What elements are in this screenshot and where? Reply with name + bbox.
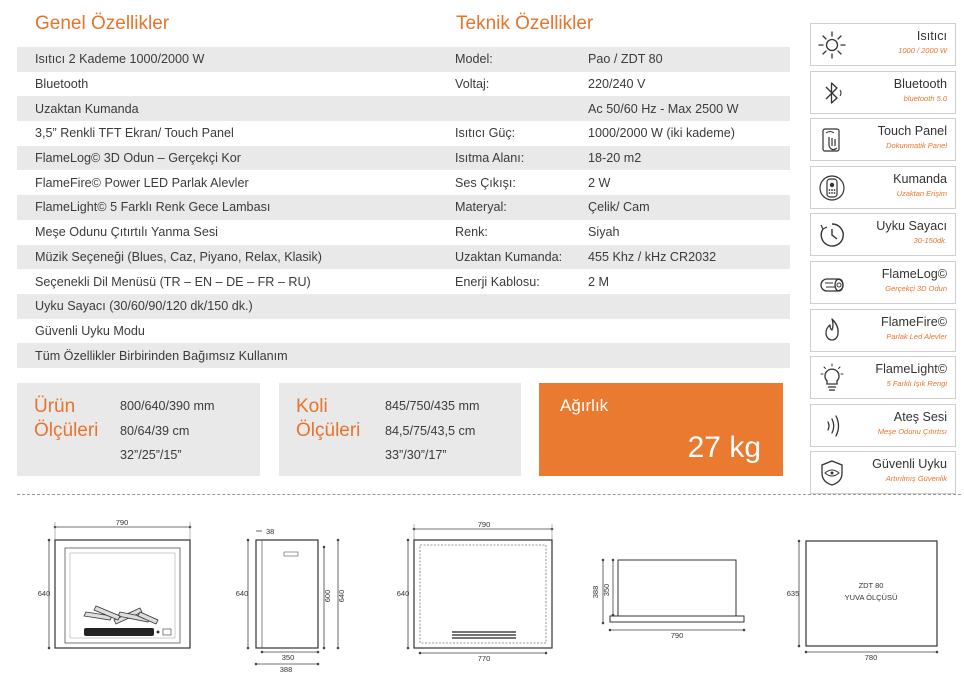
remote-icon xyxy=(817,173,847,203)
feature-name: Kumanda xyxy=(893,171,947,186)
feature-card xyxy=(810,71,956,114)
top-height-1-label: 388 xyxy=(591,585,600,599)
package-dimensions-title-line2: Ölçüleri xyxy=(296,420,361,441)
back-view-drawing xyxy=(397,520,552,663)
feature-card xyxy=(810,118,956,161)
niche-label-2: YUVA ÖLÇÜSÜ xyxy=(844,593,898,602)
technical-label: Materyal: xyxy=(455,200,507,215)
general-feature-text: Meşe Odunu Çıtırtılı Yanma Sesi xyxy=(35,225,218,240)
general-feature-text: Uzaktan Kumanda xyxy=(35,101,139,116)
back-height-label: 640 xyxy=(396,589,410,598)
feature-card xyxy=(810,309,956,352)
product-dimensions-box xyxy=(17,383,260,476)
spec-row xyxy=(17,220,790,245)
top-view-drawing xyxy=(591,560,744,640)
side-right-height-label: 640 xyxy=(337,589,346,603)
top-height-2-label: 350 xyxy=(602,583,611,597)
niche-height-label: 635 xyxy=(786,589,800,598)
product-dimensions-title-line2: Ölçüleri xyxy=(34,420,99,441)
sound-icon xyxy=(817,411,847,441)
package-dimensions-title-line1: Koli xyxy=(296,396,328,417)
front-height-label: 640 xyxy=(37,589,51,598)
feature-subtitle: Parlak Led Alevler xyxy=(886,331,947,341)
product-dim-cm: 80/64/39 cm xyxy=(120,423,190,438)
technical-value: 18-20 m2 xyxy=(588,151,642,166)
technical-value: Siyah xyxy=(588,225,620,240)
log-icon xyxy=(817,268,847,298)
general-feature-text: Uyku Sayacı (30/60/90/120 dk/150 dk.) xyxy=(35,299,253,314)
spec-row xyxy=(17,319,790,344)
feature-card xyxy=(810,451,956,494)
feature-subtitle: bluetooth 5.0 xyxy=(903,93,947,103)
feature-name: Güvenli Uyku xyxy=(872,457,947,472)
technical-value: Ac 50/60 Hz - Max 2500 W xyxy=(588,101,739,116)
feature-subtitle: 1000 / 2000 W xyxy=(898,46,947,55)
touch-icon xyxy=(817,125,847,155)
general-feature-text: FlameLog© 3D Odun – Gerçekçi Kor xyxy=(35,151,241,166)
package-dimensions-title xyxy=(296,395,360,443)
general-feature-text: FlameLight© 5 Farklı Renk Gece Lambası xyxy=(35,200,271,215)
shield-icon xyxy=(817,458,847,488)
feature-card xyxy=(810,166,956,209)
product-dimensions-title-line1: Ürün xyxy=(34,396,76,417)
technical-value: 2 W xyxy=(588,175,611,190)
product-dimensions-values xyxy=(120,394,215,468)
spec-row xyxy=(17,294,790,319)
side-height-label: 640 xyxy=(235,589,249,598)
product-dim-mm: 800/640/390 mm xyxy=(120,399,215,413)
front-view-drawing xyxy=(38,518,190,648)
back-bottom-width-label: 770 xyxy=(477,654,491,663)
package-dimensions-values xyxy=(385,394,480,468)
product-dimensions-title xyxy=(34,395,98,443)
technical-label: Isıtma Alanı: xyxy=(455,151,525,166)
niche-width-label: 780 xyxy=(864,653,878,662)
product-dim-inch: 32”/25”/15” xyxy=(120,448,182,462)
dimension-diagrams xyxy=(0,500,964,680)
side-inner-height-label: 600 xyxy=(323,589,332,603)
feature-name: Bluetooth xyxy=(893,76,947,91)
feature-card xyxy=(810,213,956,256)
general-feature-text: 3,5” Renkli TFT Ekran/ Touch Panel xyxy=(35,126,234,141)
weight-value: 27 kg xyxy=(687,431,761,464)
technical-label: Isıtıcı Güç: xyxy=(455,126,516,141)
general-feature-text: Seçenekli Dil Menüsü (TR – EN – DE – FR – RU) xyxy=(35,274,311,289)
general-feature-text: FlameFire© Power LED Parlak Alevler xyxy=(35,175,249,190)
spec-row xyxy=(17,343,790,368)
spec-row xyxy=(17,269,790,294)
technical-value: 220/240 V xyxy=(588,77,646,92)
general-feature-text: Güvenli Uyku Modu xyxy=(35,323,145,338)
side-depth-total-label: 388 xyxy=(279,665,293,674)
feature-subtitle: Uzaktan Erişim xyxy=(896,188,947,198)
side-view-drawing xyxy=(236,527,346,674)
package-dimensions-box xyxy=(279,383,521,476)
feature-subtitle: Dokunmatik Panel xyxy=(886,141,947,151)
technical-value: Pao / ZDT 80 xyxy=(588,52,663,67)
feature-subtitle: 5 Farklı Işık Rengi xyxy=(886,379,947,389)
package-dim-cm: 84,5/75/43,5 cm xyxy=(385,423,476,438)
spec-row xyxy=(17,195,790,220)
timer-icon xyxy=(817,220,847,250)
general-feature-text: Isıtıcı 2 Kademe 1000/2000 W xyxy=(35,52,205,67)
spec-row xyxy=(17,170,790,195)
feature-card xyxy=(810,261,956,304)
bluetooth-icon xyxy=(817,78,847,108)
technical-value: 1000/2000 W (iki kademe) xyxy=(588,126,735,141)
spec-row xyxy=(17,72,790,97)
niche-drawing xyxy=(787,541,937,662)
spec-row xyxy=(17,245,790,270)
feature-subtitle: Artırılmış Güvenlik xyxy=(885,474,947,484)
niche-label-1: ZDT 80 xyxy=(858,581,884,590)
feature-card xyxy=(810,404,956,447)
technical-label: Uzaktan Kumanda: xyxy=(455,249,563,264)
technical-value: 455 Khz / kHz CR2032 xyxy=(588,249,717,264)
technical-label: Enerji Kablosu: xyxy=(455,274,540,289)
technical-label: Renk: xyxy=(455,225,488,240)
spec-row xyxy=(17,96,790,121)
feature-name: Ateş Sesi xyxy=(893,409,947,424)
technical-label: Voltaj: xyxy=(455,77,490,92)
feature-name: FlameLog© xyxy=(881,267,947,281)
feature-subtitle: Meşe Odunu Çıtırtısı xyxy=(877,426,947,436)
sun-icon xyxy=(817,30,847,60)
package-dim-mm: 845/750/435 mm xyxy=(385,399,480,413)
feature-name: Uyku Sayacı xyxy=(876,219,947,234)
divider xyxy=(17,494,961,495)
feature-name: FlameLight© xyxy=(875,362,947,377)
technical-label: Ses Çıkışı: xyxy=(455,175,516,190)
feature-card xyxy=(810,356,956,399)
feature-subtitle: 30-150dk. xyxy=(913,236,947,246)
spec-table xyxy=(17,47,790,368)
feature-name: Isıtıcı xyxy=(916,29,947,43)
back-width-label: 790 xyxy=(477,520,491,529)
side-top-label: 38 xyxy=(266,527,275,536)
technical-label: Model: xyxy=(455,52,493,67)
general-feature-text: Bluetooth xyxy=(35,77,89,92)
technical-value: 2 M xyxy=(588,274,609,289)
technical-features-title: Teknik Özellikler xyxy=(456,13,594,34)
spec-row xyxy=(17,146,790,171)
top-width-label: 790 xyxy=(670,631,684,640)
general-features-title: Genel Özellikler xyxy=(35,13,170,34)
general-feature-text: Tüm Özellikler Birbirinden Bağımsız Kullanım xyxy=(35,348,288,363)
feature-card xyxy=(810,23,956,66)
feature-subtitle: Gerçekçi 3D Odun xyxy=(885,284,947,293)
spec-row xyxy=(17,121,790,146)
weight-label: Ağırlık xyxy=(560,396,609,415)
bulb-icon xyxy=(817,363,847,393)
side-depth-label: 350 xyxy=(281,653,295,662)
general-feature-text: Müzik Seçeneği (Blues, Caz, Piyano, Relax, Klasik) xyxy=(35,249,322,264)
feature-name: Touch Panel xyxy=(877,124,947,139)
flame-icon xyxy=(817,316,847,346)
technical-value: Çelik/ Cam xyxy=(588,200,650,215)
package-dim-inch: 33”/30”/17” xyxy=(385,448,447,462)
feature-name: FlameFire© xyxy=(881,314,947,329)
spec-row xyxy=(17,47,790,72)
weight-box xyxy=(539,383,783,476)
front-width-label: 790 xyxy=(115,518,129,527)
